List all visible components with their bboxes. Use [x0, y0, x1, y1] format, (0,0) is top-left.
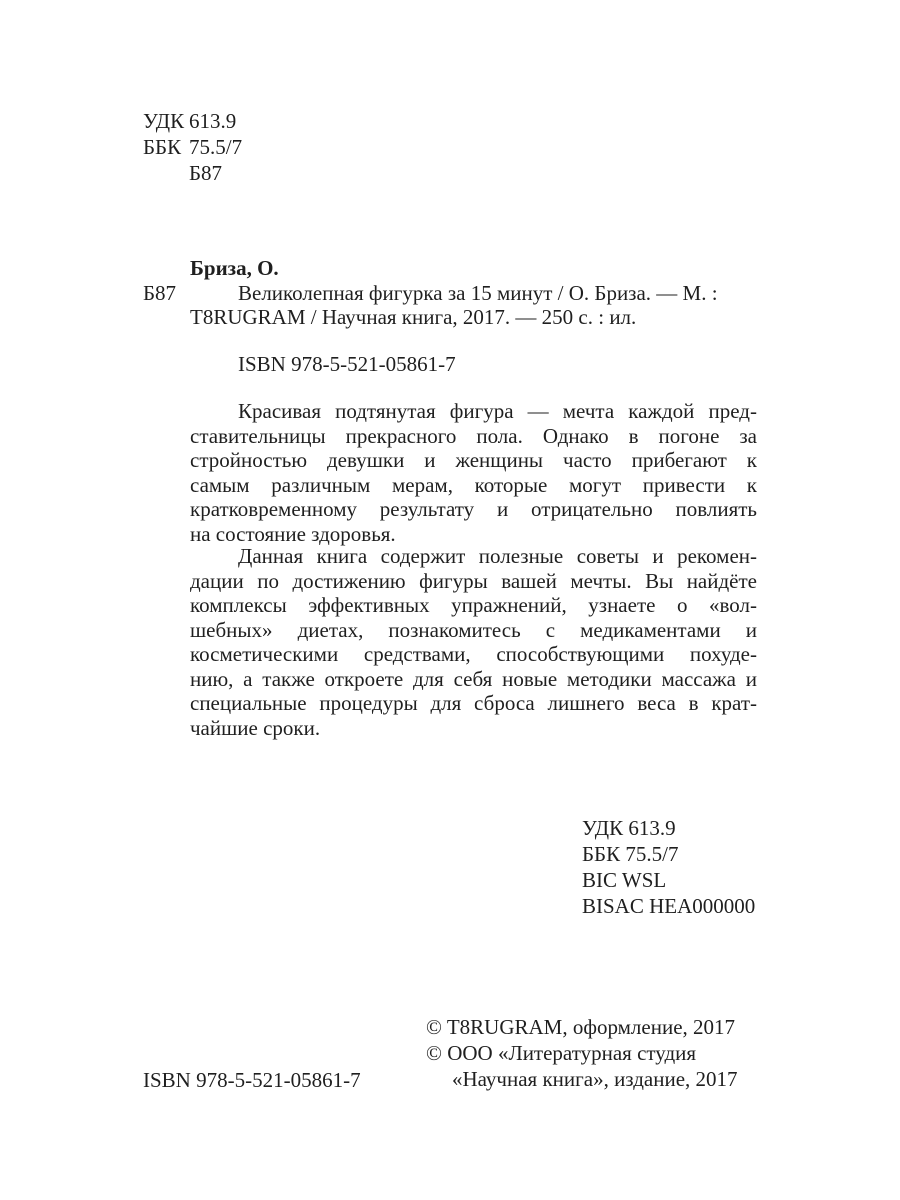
annotation-paragraph-2	[190, 546, 757, 742]
bbk-value: 75.5/7	[189, 135, 243, 159]
classification-bic: BIC WSL	[582, 868, 667, 892]
annotation-line: кратковременному результату и отрицательно повлиять	[190, 497, 757, 521]
udk-label: УДК	[143, 109, 185, 133]
classification-block-top	[143, 111, 242, 189]
annotation-line: на состояние здоровья.	[190, 521, 396, 546]
classification-block-right	[582, 818, 755, 922]
classification-udk: УДК 613.9	[582, 816, 676, 840]
annotation-line: дации по достижению фигуры вашей мечты. Вы найдёте	[190, 568, 757, 593]
bbk-row	[143, 137, 242, 163]
annotation-line: шебных» диетах, познакомитесь с медикаментами и	[190, 617, 757, 642]
udk-value: 613.9	[189, 109, 237, 133]
annotation-line: Красивая подтянутая фигура — мечта каждой пред-	[238, 399, 757, 423]
copyright-line-1: © T8RUGRAM, оформление, 2017	[426, 1015, 736, 1039]
annotation-line: нию, а также откроете для себя новые методики массажа и	[190, 666, 757, 691]
bbk-label: ББК	[143, 135, 182, 159]
author-sign-entry: Б87	[143, 281, 177, 305]
annotation-line: стройностью девушки и женщины часто прибегают к	[190, 448, 757, 472]
annotation-line: косметическими средствами, способствующими похуде-	[190, 642, 757, 666]
copyright-block	[426, 1017, 738, 1095]
copyright-line-2: © ООО «Литературная студия	[426, 1041, 697, 1065]
annotation-line: специальные процедуры для сброса лишнего веса в крат-	[190, 691, 757, 715]
annotation-paragraph-1	[190, 401, 757, 548]
classification-bisac: BISAC HEA000000	[582, 894, 756, 918]
annotation-line: чайшие сроки.	[190, 715, 321, 740]
annotation-line: самым различным мерам, которые могут привести к	[190, 472, 757, 497]
annotation-line: комплексы эффективных упражнений, узнаете о «вол-	[190, 593, 757, 617]
title-line-1: Великолепная фигурка за 15 минут / О. Бриза. — М. :	[238, 281, 718, 305]
author-name: Бриза, О.	[190, 256, 279, 280]
udk-row	[143, 111, 242, 137]
classification-bbk: ББК 75.5/7	[582, 842, 679, 866]
copyright-line-3: «Научная книга», издание, 2017	[452, 1067, 738, 1091]
annotation-line: Данная книга содержит полезные советы и рекомен-	[238, 544, 757, 568]
isbn-bottom: ISBN 978-5-521-05861-7	[143, 1068, 361, 1092]
author-sign-top: Б87	[189, 161, 223, 185]
isbn-entry: ISBN 978-5-521-05861-7	[238, 352, 456, 376]
title-line-2: T8RUGRAM / Научная книга, 2017. — 250 с. : ил.	[190, 305, 637, 329]
annotation-line: ставительницы прекрасного пола. Однако в погоне за	[190, 423, 757, 448]
